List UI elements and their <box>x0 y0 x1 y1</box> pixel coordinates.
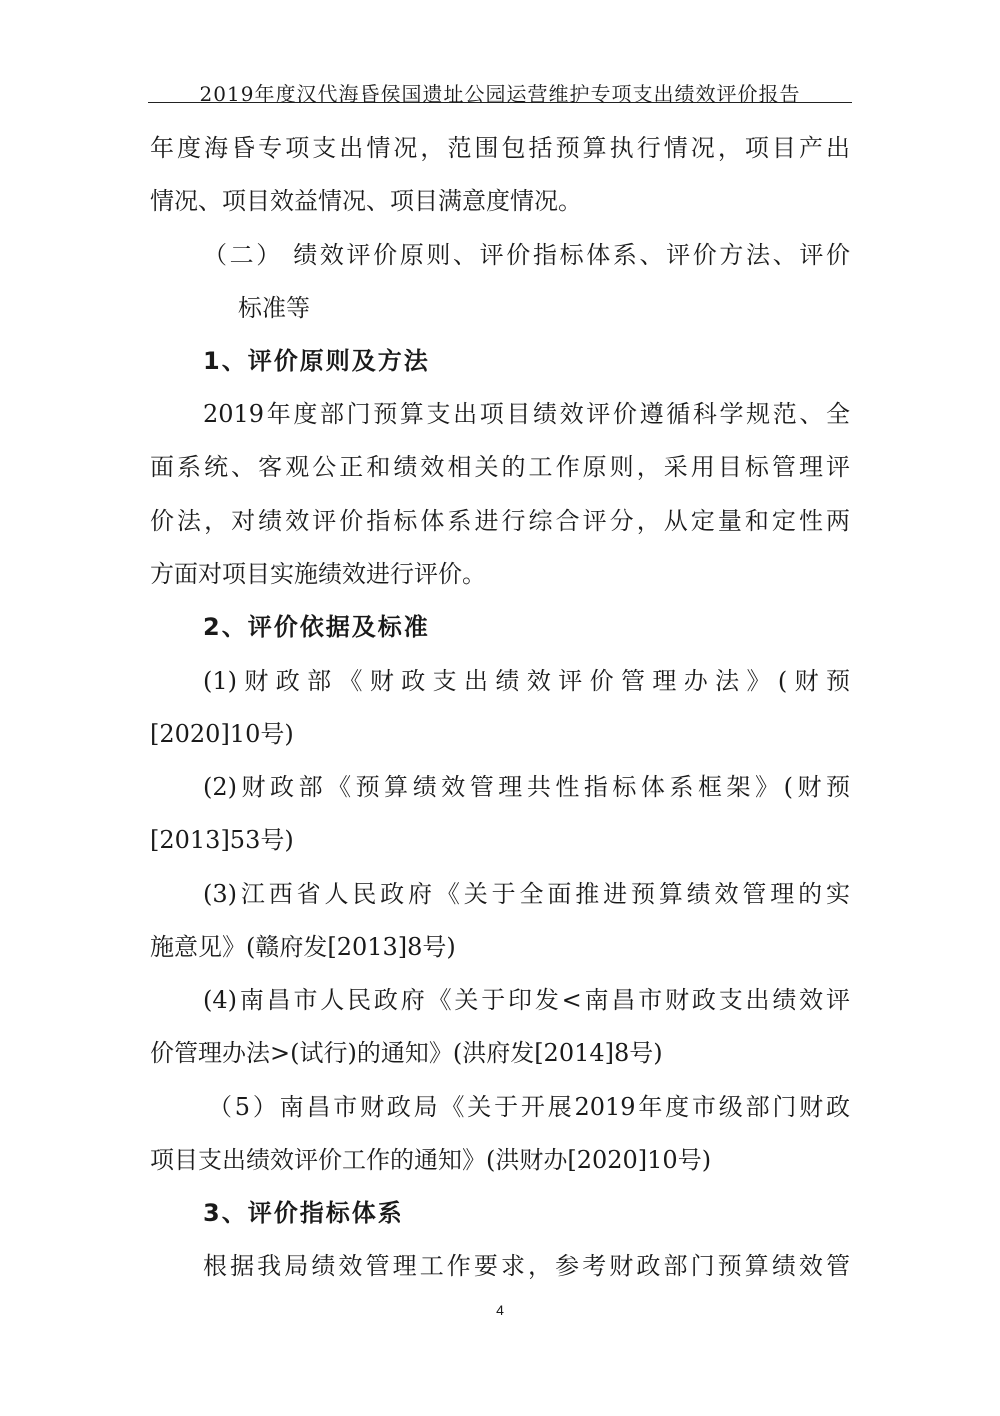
paragraph-line: 价法，对绩效评价指标体系进行综合评分，从定量和定性两 <box>150 507 850 535</box>
subheading-principles: 1、评价原则及方法 <box>203 347 430 375</box>
header-divider <box>148 102 852 103</box>
list-item-line: (4)南昌市人民政府《关于印发<南昌市财政支出绩效评 <box>203 986 850 1014</box>
text-line: 情况、项目效益情况、项目满意度情况。 <box>150 187 582 215</box>
list-item-line: （5）南昌市财政局《关于开展2019年度市级部门财政 <box>208 1093 850 1121</box>
paragraph-line: 根据我局绩效管理工作要求，参考财政部门预算绩效管 <box>203 1252 850 1280</box>
list-item-line: 价管理办法>(试行)的通知》(洪府发[2014]8号) <box>150 1039 663 1067</box>
section-heading-line: （二） 绩效评价原则、评价指标体系、评价方法、评价 <box>203 241 850 269</box>
subheading-indicators: 3、评价指标体系 <box>203 1199 404 1227</box>
section-heading-line: 标准等 <box>238 294 310 322</box>
list-item-line: (3)江西省人民政府《关于全面推进预算绩效管理的实 <box>203 880 850 908</box>
list-item-line: [2020]10号) <box>150 720 294 748</box>
paragraph-line: 面系统、客观公正和绩效相关的工作原则，采用目标管理评 <box>150 453 850 481</box>
paragraph-line: 方面对项目实施绩效进行评价。 <box>150 560 486 588</box>
subheading-basis: 2、评价依据及标准 <box>203 613 430 641</box>
text-line: 年度海昏专项支出情况，范围包括预算执行情况，项目产出 <box>150 134 850 162</box>
list-item-line: 项目支出绩效评价工作的通知》(洪财办[2020]10号) <box>150 1146 712 1174</box>
list-item-line: (2)财政部《预算绩效管理共性指标体系框架》(财预 <box>203 773 850 801</box>
report-header-title: 2019年度汉代海昏侯国遗址公园运营维护专项支出绩效评价报告 <box>199 82 801 106</box>
list-item-line: (1)财政部《财政支出绩效评价管理办法》(财预 <box>203 667 850 695</box>
list-item-line: 施意见》(赣府发[2013]8号) <box>150 933 456 961</box>
list-item-line: [2013]53号) <box>150 826 294 854</box>
paragraph-line: 2019年度部门预算支出项目绩效评价遵循科学规范、全 <box>203 400 850 428</box>
page-number: 4 <box>496 1302 504 1318</box>
